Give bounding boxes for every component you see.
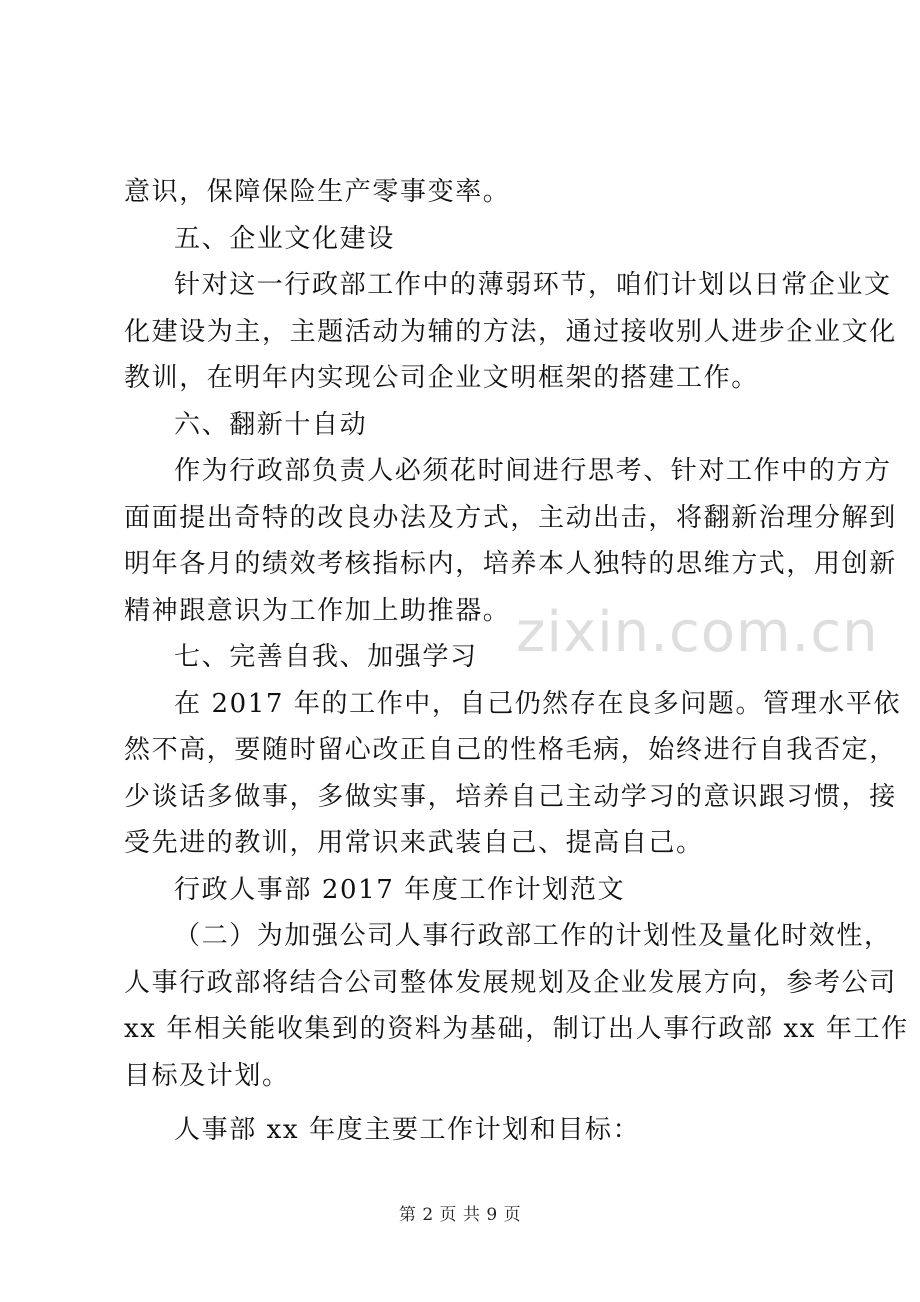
- paragraph-line: 少谈话多做事，多做实事，培养自己主动学习的意识跟习惯，接: [124, 781, 897, 812]
- section-heading-seven: 七、完善自我、加强学习: [174, 642, 478, 672]
- paragraph-line: 人事行政部将结合公司整体发展规划及企业发展方向，参考公司: [124, 967, 897, 998]
- paragraph-line: 精神跟意识为工作加上助推器。: [124, 595, 511, 626]
- paragraph-line: 然不高，要随时留心改正自己的性格毛病，始终进行自我否定，: [124, 735, 897, 765]
- paragraph-line: 教训，在明年内实现公司企业文明框架的搭建工作。: [124, 363, 759, 393]
- paragraph-line: 作为行政部负责人必须花时间进行思考、针对工作中的方方: [174, 456, 892, 486]
- document-body: [124, 169, 909, 1154]
- paragraph-line: 人事部 xx 年度主要工作计划和目标：: [174, 1115, 641, 1145]
- paragraph-line: 明年各月的绩效考核指标内，培养本人独特的思维方式，用创新: [124, 549, 897, 579]
- paragraph-line: 目标及计划。: [124, 1060, 290, 1091]
- paragraph-line: 面面提出奇特的改良办法及方式，主动出击，将翻新治理分解到: [124, 502, 897, 533]
- page-number-footer: 第 2 页 共 9 页: [398, 1205, 522, 1225]
- section-heading-six: 六、翻新十自动: [174, 409, 368, 440]
- paragraph-line: 受先进的教训，用常识来武装自己、提高自己。: [124, 828, 704, 858]
- watermark-text: zixin.com.cn: [516, 600, 879, 665]
- paragraph-line: 意识，保障保险生产零事变率。: [124, 177, 511, 207]
- paragraph-line: 在 2017 年的工作中，自己仍然存在良多问题。管理水平依: [174, 688, 902, 719]
- section-heading-five: 五、企业文化建设: [174, 223, 395, 254]
- paragraph-line: xx 年相关能收集到的资料为基础，制订出人事行政部 xx 年工作: [124, 1014, 909, 1044]
- paragraph-line: 化建设为主，主题活动为辅的方法，通过接收别人进步企业文化: [124, 316, 897, 347]
- paragraph-line: 针对这一行政部工作中的薄弱环节，咱们计划以日常企业文: [174, 270, 892, 300]
- paragraph-line: （二）为加强公司人事行政部工作的计划性及量化时效性，: [174, 921, 892, 951]
- plan-title: 行政人事部 2017 年度工作计划范文: [174, 874, 626, 905]
